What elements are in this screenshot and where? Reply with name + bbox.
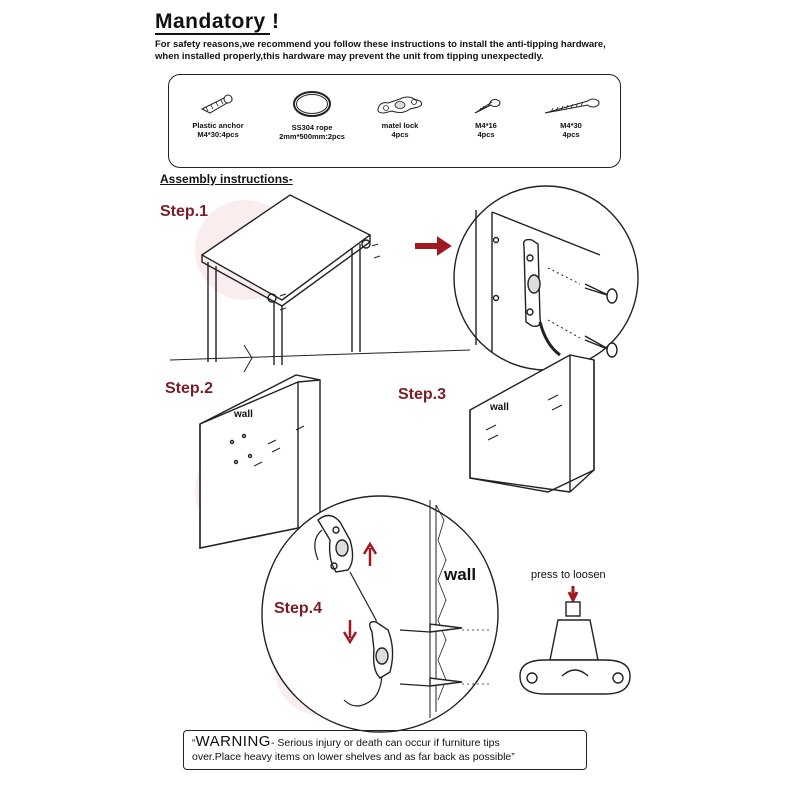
step3-label: Step.3 xyxy=(398,386,447,403)
warning-line-2: over.Place heavy items on lower shelves and as far back as possible” xyxy=(192,751,515,763)
part-spec: 4pcs xyxy=(391,130,409,139)
part-label: Plastic anchor xyxy=(192,121,244,130)
warning-line1-rest: - Serious injury or death can occur if furniture tips xyxy=(270,737,500,749)
part-label: SS304 rope xyxy=(291,123,333,132)
part-label: M4*16 xyxy=(475,121,497,130)
intro-line-1: For safety reasons,we recommend you follow these instructions to install the anti-tipping hardware, xyxy=(155,39,606,50)
intro-line-2: when installed properly,this hardware may prevent the unit from tipping unexpectedly. xyxy=(155,51,544,62)
step1-arrow-icon xyxy=(416,238,450,254)
part-label: M4*30 xyxy=(560,121,582,130)
step1-label: Step.1 xyxy=(160,203,209,220)
warning-line-1 xyxy=(192,735,586,750)
part-spec: M4*30:4pcs xyxy=(197,130,239,139)
step3-wall-drawing xyxy=(470,355,594,492)
part-spec: 4pcs xyxy=(477,130,495,139)
part-spec: 4pcs xyxy=(562,130,580,139)
step2-wall-label: wall xyxy=(234,409,253,420)
assembly-title: Assembly instructions- xyxy=(160,172,293,186)
step2-wall-drawing xyxy=(200,375,320,548)
warning-label: WARNING xyxy=(195,733,271,750)
step2-label: Step.2 xyxy=(165,380,214,397)
step4-wall-label: wall xyxy=(444,565,477,584)
loosen-bracket-drawing xyxy=(520,586,630,694)
page-title: Mandatory ! xyxy=(155,10,280,33)
part-label: matel lock xyxy=(381,121,419,130)
warning-box xyxy=(183,730,587,770)
warning-open-quote: “ xyxy=(192,737,196,749)
step3-wall-label: wall xyxy=(490,402,509,413)
press-arrow-icon xyxy=(569,586,577,600)
step1-detail-circle xyxy=(454,186,638,370)
step4-label: Step.4 xyxy=(274,600,323,617)
part-spec: 2mm*500mm:2pcs xyxy=(279,132,345,141)
press-to-loosen-label: press to loosen xyxy=(531,569,606,581)
